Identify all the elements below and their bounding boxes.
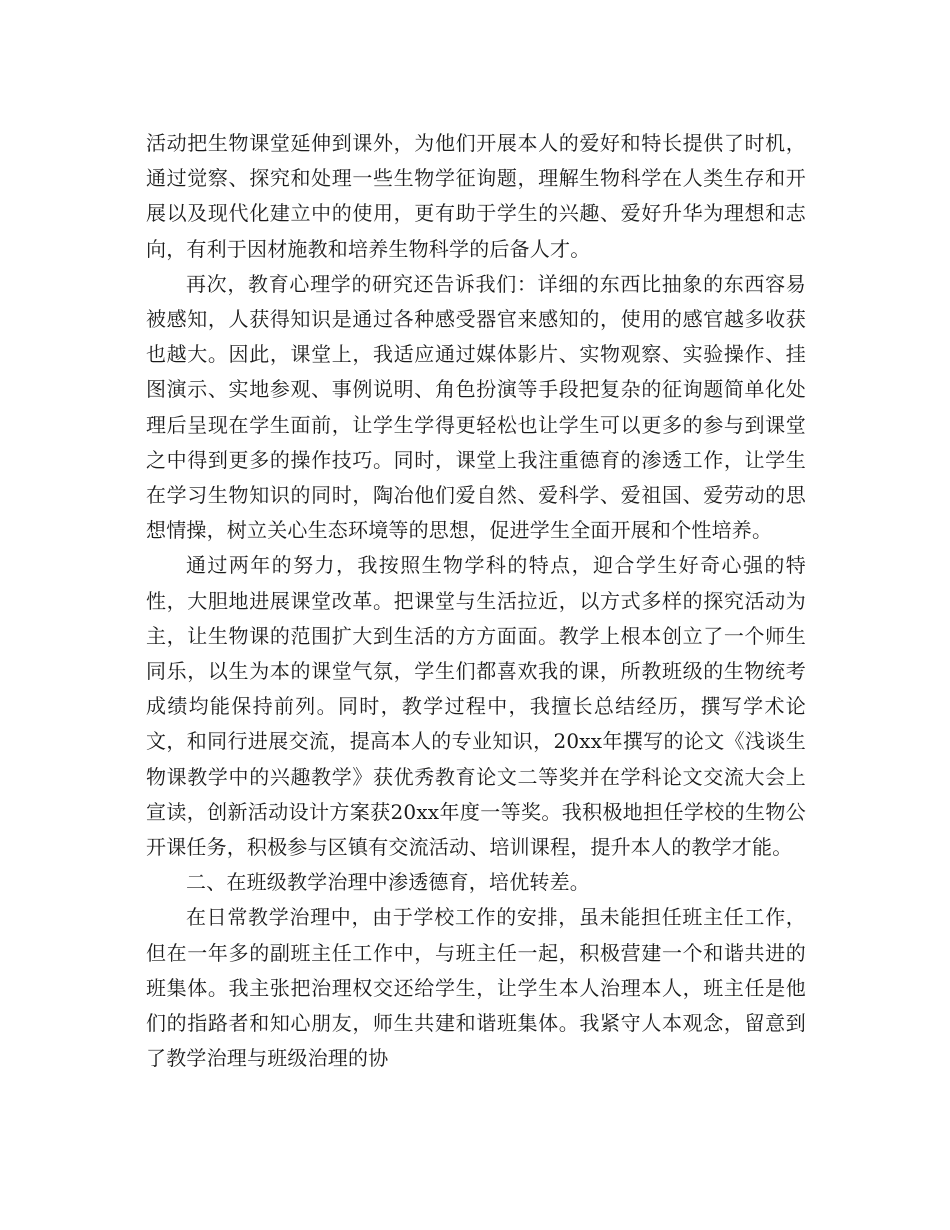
section-heading-moral-education: 二、在班级教学治理中渗透德育，培优转差。: [186, 870, 590, 895]
document-body: [146, 126, 806, 1076]
paragraph-class-management: 在日常教学治理中，由于学校工作的安排，虽未能担任班主任工作，但在一年多的副班主任工作中，与班主任一起，积极营建一个和谐共进的班集体。我主张把治理权交还给学生，让学生本人治理本人，班主任是他们的指路者和知心朋友，师生共建和谐班集体。我紧守人本观念，留意到了教学治理与班级治理的协: [146, 905, 806, 1071]
paragraph-classroom-reform: 通过两年的努力，我按照生物学科的特点，迎合学生好奇心强的特性，大胆地进展课堂改革。把课堂与生活拉近，以方式多样的探究活动为主，让生物课的范围扩大到生活的方方面面。教学上根本创立了一个师生同乐，以生为本的课堂气氛，学生们都喜欢我的课，所教班级的生物统考成绩均能保持前列。同时，教学过程中，我擅长总结经历，撰写学术论文，和同行进展交流，提高本人的专业知识，20xx年撰写的论文《浅谈生物课教学中的兴趣教学》获优秀教育论文二等奖并在学科论文交流大会上宣读，创新活动设计方案获20xx年度一等奖。我积极地担任学校的生物公开课任务，积极参与区镇有交流活动、培训课程，提升本人的教学才能。: [146, 553, 806, 860]
paragraph-psychology: 再次，教育心理学的研究还告诉我们：详细的东西比抽象的东西容易被感知，人获得知识是通过各种感受器官来感知的，使用的感官越多收获也越大。因此，课堂上，我适应通过媒体影片、实物观察、实验操作、挂图演示、实地参观、事例说明、角色扮演等手段把复杂的征询题简单化处理后呈现在学生面前，让学生学得更轻松也让学生可以更多的参与到课堂之中得到更多的操作技巧。同时，课堂上我注重德育的渗透工作，让学生在学习生物知识的同时，陶冶他们爱自然、爱科学、爱祖国、爱劳动的思想情操，树立关心生态环境等的思想，促进学生全面开展和个性培养。: [146, 271, 806, 543]
paragraph-continuation: 活动把生物课堂延伸到课外，为他们开展本人的爱好和特长提供了时机，通过觉察、探究和处理一些生物学征询题，理解生物科学在人类生存和开展以及现代化建立中的使用，更有助于学生的兴趣、爱好升华为理想和志向，有利于因材施教和培养生物科学的后备人才。: [146, 131, 806, 261]
